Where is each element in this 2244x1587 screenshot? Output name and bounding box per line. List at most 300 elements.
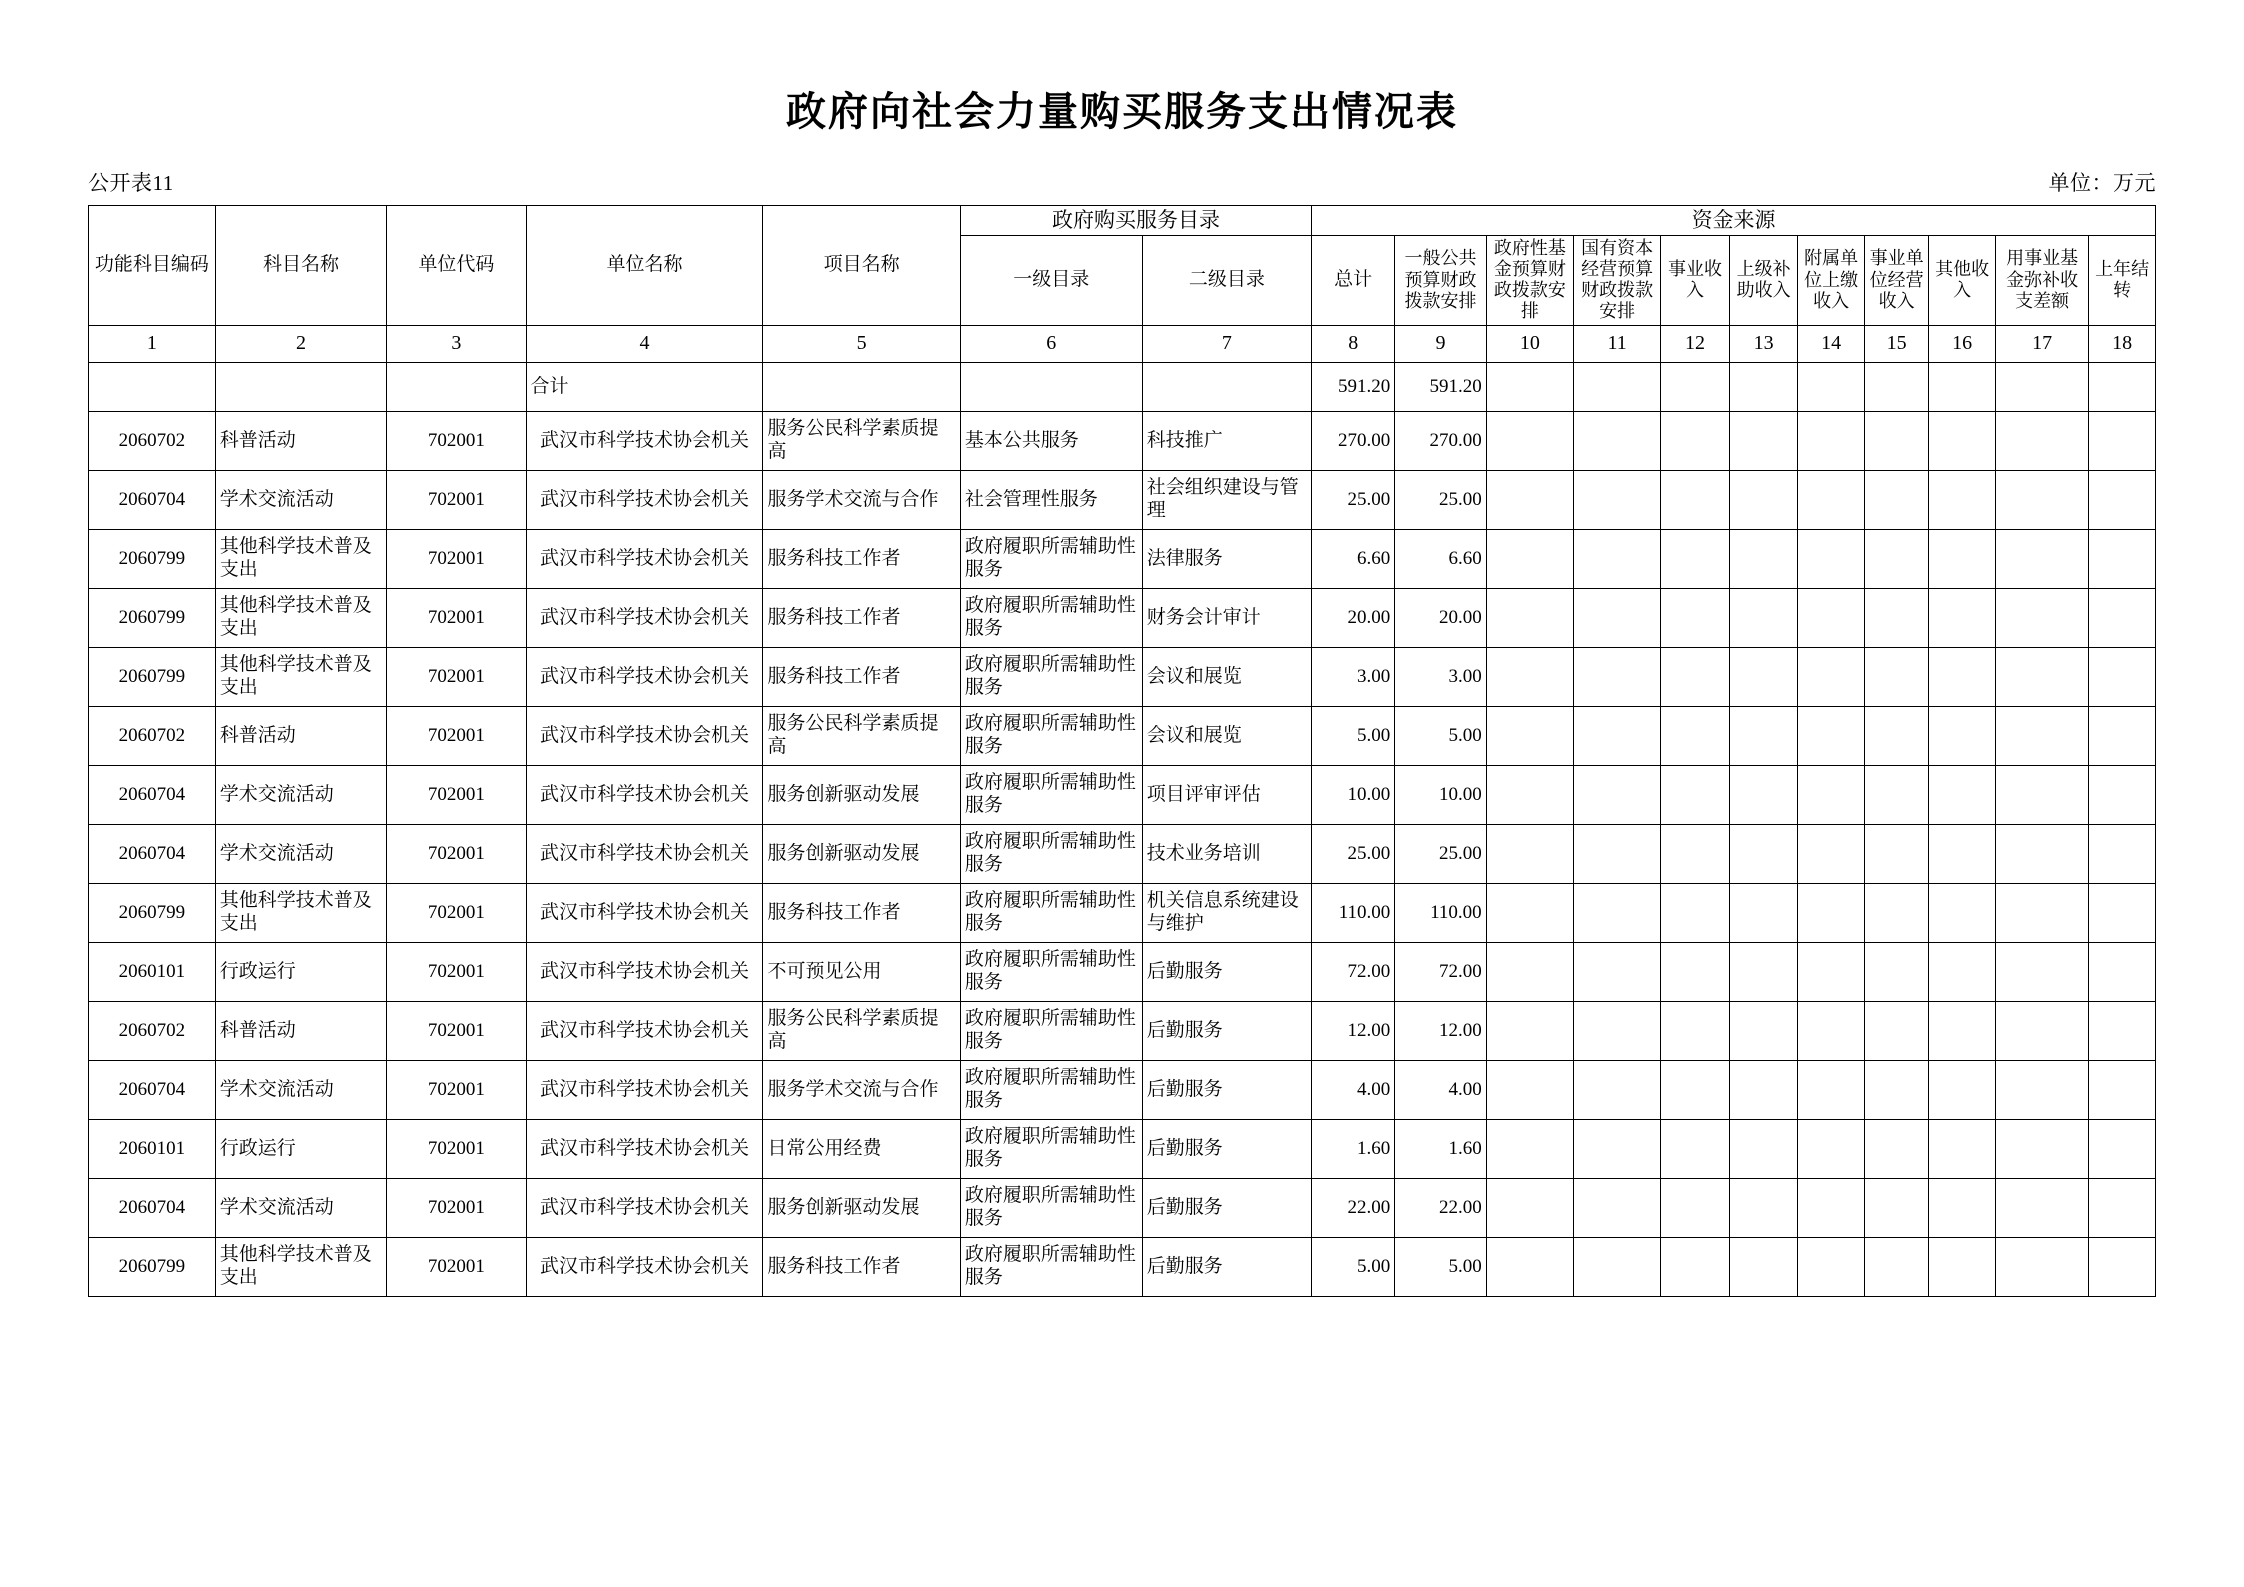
cell-general-budget: 12.00 <box>1395 1001 1486 1060</box>
column-number-row <box>89 325 2156 362</box>
cell-project: 服务科技工作者 <box>763 1237 960 1296</box>
cell-total: 591.20 <box>1312 362 1395 411</box>
cell-other-income <box>1929 588 1996 647</box>
cell-carryover <box>2089 470 2156 529</box>
cell-general-budget: 5.00 <box>1395 706 1486 765</box>
cell-carryover <box>2089 1001 2156 1060</box>
cell-general-budget: 20.00 <box>1395 588 1486 647</box>
cell-soe-capital <box>1573 1119 1660 1178</box>
cell-total: 4.00 <box>1312 1060 1395 1119</box>
col-header-other-income: 其他收入 <box>1929 235 1996 325</box>
cell-unit-name: 武汉市科学技术协会机关 <box>526 1178 763 1237</box>
cell-soe-capital <box>1573 1237 1660 1296</box>
cell-catalog1: 政府履职所需辅助性服务 <box>960 1237 1142 1296</box>
cell-fund-offset <box>1995 1060 2089 1119</box>
cell-unit-name: 武汉市科学技术协会机关 <box>526 411 763 470</box>
cell-institution-income <box>1661 529 1730 588</box>
col-header-institution-income: 事业收入 <box>1661 235 1730 325</box>
cell-unit-code: 702001 <box>387 706 526 765</box>
cell-subject: 科普活动 <box>215 1001 386 1060</box>
cell-fund-offset <box>1995 883 2089 942</box>
header-group-row <box>89 206 2156 236</box>
cell-catalog2: 项目评审评估 <box>1142 765 1311 824</box>
cell-unit-name: 武汉市科学技术协会机关 <box>526 588 763 647</box>
colnum-15: 15 <box>1864 325 1928 362</box>
cell-code: 2060799 <box>89 529 216 588</box>
cell-institution-income <box>1661 942 1730 1001</box>
table-row-total <box>89 362 2156 411</box>
cell-carryover <box>2089 362 2156 411</box>
colnum-10: 10 <box>1486 325 1573 362</box>
cell-soe-capital <box>1573 942 1660 1001</box>
cell-other-income <box>1929 1237 1996 1296</box>
cell-fund-offset <box>1995 1119 2089 1178</box>
cell-total: 6.60 <box>1312 529 1395 588</box>
cell-unit-name: 武汉市科学技术协会机关 <box>526 1060 763 1119</box>
cell-fund-offset <box>1995 706 2089 765</box>
cell-superior-subsidy <box>1729 588 1798 647</box>
col-header-project-name: 项目名称 <box>763 206 960 326</box>
cell-unit-code <box>387 362 526 411</box>
cell-general-budget: 25.00 <box>1395 470 1486 529</box>
cell-unit-code: 702001 <box>387 529 526 588</box>
cell-other-income <box>1929 765 1996 824</box>
cell-institution-income <box>1661 1178 1730 1237</box>
cell-project: 服务公民科学素质提高 <box>763 706 960 765</box>
cell-fund-offset <box>1995 588 2089 647</box>
colnum-14: 14 <box>1798 325 1865 362</box>
colnum-2: 2 <box>215 325 386 362</box>
cell-operating-income <box>1864 765 1928 824</box>
cell-other-income <box>1929 1001 1996 1060</box>
cell-fund-offset <box>1995 1178 2089 1237</box>
cell-gov-fund <box>1486 362 1573 411</box>
cell-code: 2060799 <box>89 588 216 647</box>
colnum-8: 8 <box>1312 325 1395 362</box>
cell-project: 服务科技工作者 <box>763 883 960 942</box>
cell-general-budget: 25.00 <box>1395 824 1486 883</box>
cell-operating-income <box>1864 1237 1928 1296</box>
cell-unit-code: 702001 <box>387 411 526 470</box>
cell-catalog1: 政府履职所需辅助性服务 <box>960 883 1142 942</box>
cell-total: 10.00 <box>1312 765 1395 824</box>
cell-catalog1: 政府履职所需辅助性服务 <box>960 1119 1142 1178</box>
cell-project: 不可预见公用 <box>763 942 960 1001</box>
col-header-affiliate-payment: 附属单位上缴收入 <box>1798 235 1865 325</box>
cell-operating-income <box>1864 362 1928 411</box>
cell-unit-name: 武汉市科学技术协会机关 <box>526 1001 763 1060</box>
cell-subject: 科普活动 <box>215 411 386 470</box>
cell-catalog2: 技术业务培训 <box>1142 824 1311 883</box>
cell-total-label: 合计 <box>526 362 763 411</box>
cell-catalog1: 政府履职所需辅助性服务 <box>960 942 1142 1001</box>
cell-affiliate-payment <box>1798 1237 1865 1296</box>
cell-operating-income <box>1864 942 1928 1001</box>
col-header-general-budget: 一般公共预算财政拨款安排 <box>1395 235 1486 325</box>
cell-affiliate-payment <box>1798 765 1865 824</box>
cell-subject: 其他科学技术普及支出 <box>215 1237 386 1296</box>
cell-catalog1: 政府履职所需辅助性服务 <box>960 647 1142 706</box>
cell-project: 服务科技工作者 <box>763 647 960 706</box>
cell-general-budget: 1.60 <box>1395 1119 1486 1178</box>
cell-soe-capital <box>1573 529 1660 588</box>
cell-catalog1: 政府履职所需辅助性服务 <box>960 588 1142 647</box>
cell-carryover <box>2089 1119 2156 1178</box>
cell-project <box>763 362 960 411</box>
cell-soe-capital <box>1573 362 1660 411</box>
cell-unit-code: 702001 <box>387 470 526 529</box>
cell-general-budget: 6.60 <box>1395 529 1486 588</box>
cell-project: 服务创新驱动发展 <box>763 765 960 824</box>
cell-code: 2060704 <box>89 1060 216 1119</box>
col-header-soe-capital-budget: 国有资本经营预算财政拨款安排 <box>1573 235 1660 325</box>
cell-gov-fund <box>1486 1001 1573 1060</box>
cell-carryover <box>2089 1060 2156 1119</box>
unit-note: 单位：万元 <box>2048 171 2156 195</box>
cell-other-income <box>1929 824 1996 883</box>
cell-project: 服务学术交流与合作 <box>763 470 960 529</box>
table-row <box>89 824 2156 883</box>
cell-carryover <box>2089 942 2156 1001</box>
cell-unit-code: 702001 <box>387 1119 526 1178</box>
cell-catalog1: 基本公共服务 <box>960 411 1142 470</box>
cell-subject: 学术交流活动 <box>215 824 386 883</box>
cell-soe-capital <box>1573 1001 1660 1060</box>
table-body <box>89 362 2156 1296</box>
cell-superior-subsidy <box>1729 1001 1798 1060</box>
cell-code: 2060702 <box>89 706 216 765</box>
cell-superior-subsidy <box>1729 706 1798 765</box>
cell-other-income <box>1929 942 1996 1001</box>
cell-affiliate-payment <box>1798 470 1865 529</box>
cell-project: 服务公民科学素质提高 <box>763 411 960 470</box>
col-header-unit-code: 单位代码 <box>387 206 526 326</box>
cell-institution-income <box>1661 765 1730 824</box>
cell-unit-code: 702001 <box>387 1001 526 1060</box>
cell-total: 22.00 <box>1312 1178 1395 1237</box>
cell-code <box>89 362 216 411</box>
cell-catalog1: 政府履职所需辅助性服务 <box>960 1178 1142 1237</box>
cell-gov-fund <box>1486 1060 1573 1119</box>
cell-operating-income <box>1864 1001 1928 1060</box>
cell-superior-subsidy <box>1729 765 1798 824</box>
cell-catalog2: 后勤服务 <box>1142 1178 1311 1237</box>
cell-gov-fund <box>1486 824 1573 883</box>
cell-total: 5.00 <box>1312 1237 1395 1296</box>
cell-soe-capital <box>1573 647 1660 706</box>
cell-carryover <box>2089 1178 2156 1237</box>
cell-superior-subsidy <box>1729 883 1798 942</box>
colnum-18: 18 <box>2089 325 2156 362</box>
cell-carryover <box>2089 529 2156 588</box>
cell-operating-income <box>1864 411 1928 470</box>
cell-unit-name: 武汉市科学技术协会机关 <box>526 1237 763 1296</box>
table-row <box>89 1178 2156 1237</box>
cell-subject: 其他科学技术普及支出 <box>215 883 386 942</box>
cell-general-budget: 22.00 <box>1395 1178 1486 1237</box>
cell-affiliate-payment <box>1798 588 1865 647</box>
cell-total: 5.00 <box>1312 706 1395 765</box>
table-row <box>89 529 2156 588</box>
colnum-3: 3 <box>387 325 526 362</box>
form-number: 公开表11 <box>88 171 174 195</box>
cell-fund-offset <box>1995 470 2089 529</box>
cell-code: 2060704 <box>89 470 216 529</box>
cell-catalog1: 政府履职所需辅助性服务 <box>960 706 1142 765</box>
cell-gov-fund <box>1486 647 1573 706</box>
cell-subject: 学术交流活动 <box>215 1060 386 1119</box>
cell-other-income <box>1929 1060 1996 1119</box>
cell-institution-income <box>1661 470 1730 529</box>
cell-fund-offset <box>1995 765 2089 824</box>
cell-project: 服务公民科学素质提高 <box>763 1001 960 1060</box>
cell-unit-name: 武汉市科学技术协会机关 <box>526 470 763 529</box>
cell-gov-fund <box>1486 765 1573 824</box>
cell-catalog2: 财务会计审计 <box>1142 588 1311 647</box>
cell-subject: 学术交流活动 <box>215 1178 386 1237</box>
col-header-superior-subsidy: 上级补助收入 <box>1729 235 1798 325</box>
cell-catalog2: 后勤服务 <box>1142 1001 1311 1060</box>
cell-general-budget: 591.20 <box>1395 362 1486 411</box>
cell-unit-name: 武汉市科学技术协会机关 <box>526 824 763 883</box>
cell-institution-income <box>1661 1001 1730 1060</box>
cell-code: 2060799 <box>89 1237 216 1296</box>
cell-subject: 其他科学技术普及支出 <box>215 588 386 647</box>
cell-superior-subsidy <box>1729 647 1798 706</box>
cell-other-income <box>1929 883 1996 942</box>
cell-institution-income <box>1661 647 1730 706</box>
col-header-fund-offset: 用事业基金弥补收支差额 <box>1995 235 2089 325</box>
cell-soe-capital <box>1573 1178 1660 1237</box>
cell-gov-fund <box>1486 706 1573 765</box>
cell-code: 2060101 <box>89 942 216 1001</box>
cell-superior-subsidy <box>1729 362 1798 411</box>
cell-other-income <box>1929 411 1996 470</box>
cell-subject: 学术交流活动 <box>215 765 386 824</box>
table-row <box>89 411 2156 470</box>
cell-total: 12.00 <box>1312 1001 1395 1060</box>
cell-soe-capital <box>1573 883 1660 942</box>
cell-total: 20.00 <box>1312 588 1395 647</box>
table-header <box>89 206 2156 363</box>
col-header-functional-code: 功能科目编码 <box>89 206 216 326</box>
table-row <box>89 647 2156 706</box>
cell-carryover <box>2089 647 2156 706</box>
cell-soe-capital <box>1573 411 1660 470</box>
cell-operating-income <box>1864 1178 1928 1237</box>
cell-catalog1: 政府履职所需辅助性服务 <box>960 824 1142 883</box>
cell-subject: 其他科学技术普及支出 <box>215 647 386 706</box>
cell-gov-fund <box>1486 588 1573 647</box>
cell-catalog2: 科技推广 <box>1142 411 1311 470</box>
cell-catalog2: 社会组织建设与管理 <box>1142 470 1311 529</box>
cell-unit-name: 武汉市科学技术协会机关 <box>526 942 763 1001</box>
cell-code: 2060704 <box>89 1178 216 1237</box>
colnum-4: 4 <box>526 325 763 362</box>
cell-code: 2060702 <box>89 411 216 470</box>
cell-code: 2060702 <box>89 1001 216 1060</box>
cell-general-budget: 72.00 <box>1395 942 1486 1001</box>
colnum-17: 17 <box>1995 325 2089 362</box>
cell-fund-offset <box>1995 647 2089 706</box>
cell-institution-income <box>1661 1119 1730 1178</box>
cell-superior-subsidy <box>1729 470 1798 529</box>
cell-unit-code: 702001 <box>387 1178 526 1237</box>
cell-other-income <box>1929 647 1996 706</box>
cell-gov-fund <box>1486 1237 1573 1296</box>
cell-subject: 行政运行 <box>215 942 386 1001</box>
cell-affiliate-payment <box>1798 1060 1865 1119</box>
colnum-1: 1 <box>89 325 216 362</box>
cell-gov-fund <box>1486 470 1573 529</box>
cell-unit-name: 武汉市科学技术协会机关 <box>526 1119 763 1178</box>
cell-other-income <box>1929 706 1996 765</box>
cell-superior-subsidy <box>1729 1119 1798 1178</box>
cell-affiliate-payment <box>1798 824 1865 883</box>
col-header-gov-fund-budget: 政府性基金预算财政拨款安排 <box>1486 235 1573 325</box>
cell-operating-income <box>1864 470 1928 529</box>
cell-total: 72.00 <box>1312 942 1395 1001</box>
colnum-9: 9 <box>1395 325 1486 362</box>
cell-operating-income <box>1864 824 1928 883</box>
table-row <box>89 470 2156 529</box>
cell-project: 服务科技工作者 <box>763 529 960 588</box>
cell-unit-code: 702001 <box>387 765 526 824</box>
cell-gov-fund <box>1486 942 1573 1001</box>
cell-unit-code: 702001 <box>387 824 526 883</box>
cell-code: 2060704 <box>89 824 216 883</box>
cell-superior-subsidy <box>1729 1178 1798 1237</box>
cell-total: 110.00 <box>1312 883 1395 942</box>
cell-project: 服务创新驱动发展 <box>763 824 960 883</box>
cell-superior-subsidy <box>1729 1060 1798 1119</box>
cell-superior-subsidy <box>1729 529 1798 588</box>
cell-other-income <box>1929 362 1996 411</box>
cell-total: 25.00 <box>1312 470 1395 529</box>
cell-unit-code: 702001 <box>387 647 526 706</box>
cell-subject <box>215 362 386 411</box>
cell-unit-code: 702001 <box>387 942 526 1001</box>
cell-general-budget: 3.00 <box>1395 647 1486 706</box>
cell-catalog1 <box>960 362 1142 411</box>
col-header-carryover: 上年结转 <box>2089 235 2156 325</box>
cell-project: 服务科技工作者 <box>763 588 960 647</box>
cell-project: 服务创新驱动发展 <box>763 1178 960 1237</box>
table-row <box>89 1060 2156 1119</box>
page-title: 政府向社会力量购买服务支出情况表 <box>786 89 1458 135</box>
cell-subject: 行政运行 <box>215 1119 386 1178</box>
cell-superior-subsidy <box>1729 1237 1798 1296</box>
cell-superior-subsidy <box>1729 411 1798 470</box>
cell-total: 1.60 <box>1312 1119 1395 1178</box>
cell-affiliate-payment <box>1798 883 1865 942</box>
colnum-5: 5 <box>763 325 960 362</box>
document-meta <box>88 167 2156 197</box>
cell-fund-offset <box>1995 942 2089 1001</box>
colnum-6: 6 <box>960 325 1142 362</box>
colnum-7: 7 <box>1142 325 1311 362</box>
table-row <box>89 1237 2156 1296</box>
cell-catalog2: 后勤服务 <box>1142 1060 1311 1119</box>
cell-institution-income <box>1661 588 1730 647</box>
cell-total: 25.00 <box>1312 824 1395 883</box>
cell-other-income <box>1929 470 1996 529</box>
cell-fund-offset <box>1995 1001 2089 1060</box>
cell-operating-income <box>1864 1060 1928 1119</box>
cell-institution-income <box>1661 411 1730 470</box>
table-row <box>89 1119 2156 1178</box>
cell-affiliate-payment <box>1798 411 1865 470</box>
cell-carryover <box>2089 765 2156 824</box>
cell-fund-offset <box>1995 1237 2089 1296</box>
cell-fund-offset <box>1995 529 2089 588</box>
cell-catalog2: 法律服务 <box>1142 529 1311 588</box>
cell-unit-name: 武汉市科学技术协会机关 <box>526 765 763 824</box>
cell-institution-income <box>1661 824 1730 883</box>
cell-gov-fund <box>1486 883 1573 942</box>
cell-code: 2060799 <box>89 883 216 942</box>
cell-total: 3.00 <box>1312 647 1395 706</box>
cell-operating-income <box>1864 529 1928 588</box>
cell-general-budget: 5.00 <box>1395 1237 1486 1296</box>
cell-project: 日常公用经费 <box>763 1119 960 1178</box>
cell-catalog1: 社会管理性服务 <box>960 470 1142 529</box>
table-row <box>89 942 2156 1001</box>
cell-catalog2: 后勤服务 <box>1142 1237 1311 1296</box>
cell-catalog1: 政府履职所需辅助性服务 <box>960 1001 1142 1060</box>
cell-catalog1: 政府履职所需辅助性服务 <box>960 529 1142 588</box>
cell-soe-capital <box>1573 765 1660 824</box>
cell-code: 2060799 <box>89 647 216 706</box>
cell-general-budget: 10.00 <box>1395 765 1486 824</box>
cell-code: 2060101 <box>89 1119 216 1178</box>
cell-affiliate-payment <box>1798 942 1865 1001</box>
cell-other-income <box>1929 1178 1996 1237</box>
cell-unit-name: 武汉市科学技术协会机关 <box>526 706 763 765</box>
cell-catalog2 <box>1142 362 1311 411</box>
cell-general-budget: 110.00 <box>1395 883 1486 942</box>
cell-affiliate-payment <box>1798 362 1865 411</box>
cell-subject: 学术交流活动 <box>215 470 386 529</box>
colnum-12: 12 <box>1661 325 1730 362</box>
cell-unit-name: 武汉市科学技术协会机关 <box>526 529 763 588</box>
cell-gov-fund <box>1486 529 1573 588</box>
cell-operating-income <box>1864 588 1928 647</box>
cell-affiliate-payment <box>1798 1119 1865 1178</box>
cell-operating-income <box>1864 647 1928 706</box>
cell-affiliate-payment <box>1798 529 1865 588</box>
cell-unit-name: 武汉市科学技术协会机关 <box>526 883 763 942</box>
cell-project: 服务学术交流与合作 <box>763 1060 960 1119</box>
group-header-funding-source: 资金来源 <box>1312 206 2156 236</box>
cell-carryover <box>2089 411 2156 470</box>
col-header-operating-income: 事业单位经营收入 <box>1864 235 1928 325</box>
cell-superior-subsidy <box>1729 942 1798 1001</box>
cell-affiliate-payment <box>1798 1001 1865 1060</box>
cell-unit-code: 702001 <box>387 1060 526 1119</box>
cell-catalog2: 后勤服务 <box>1142 1119 1311 1178</box>
cell-catalog2: 会议和展览 <box>1142 647 1311 706</box>
table-row <box>89 765 2156 824</box>
table-row <box>89 706 2156 765</box>
colnum-16: 16 <box>1929 325 1996 362</box>
table-row <box>89 588 2156 647</box>
colnum-11: 11 <box>1573 325 1660 362</box>
col-header-subject-name: 科目名称 <box>215 206 386 326</box>
cell-subject: 其他科学技术普及支出 <box>215 529 386 588</box>
cell-general-budget: 270.00 <box>1395 411 1486 470</box>
cell-other-income <box>1929 529 1996 588</box>
